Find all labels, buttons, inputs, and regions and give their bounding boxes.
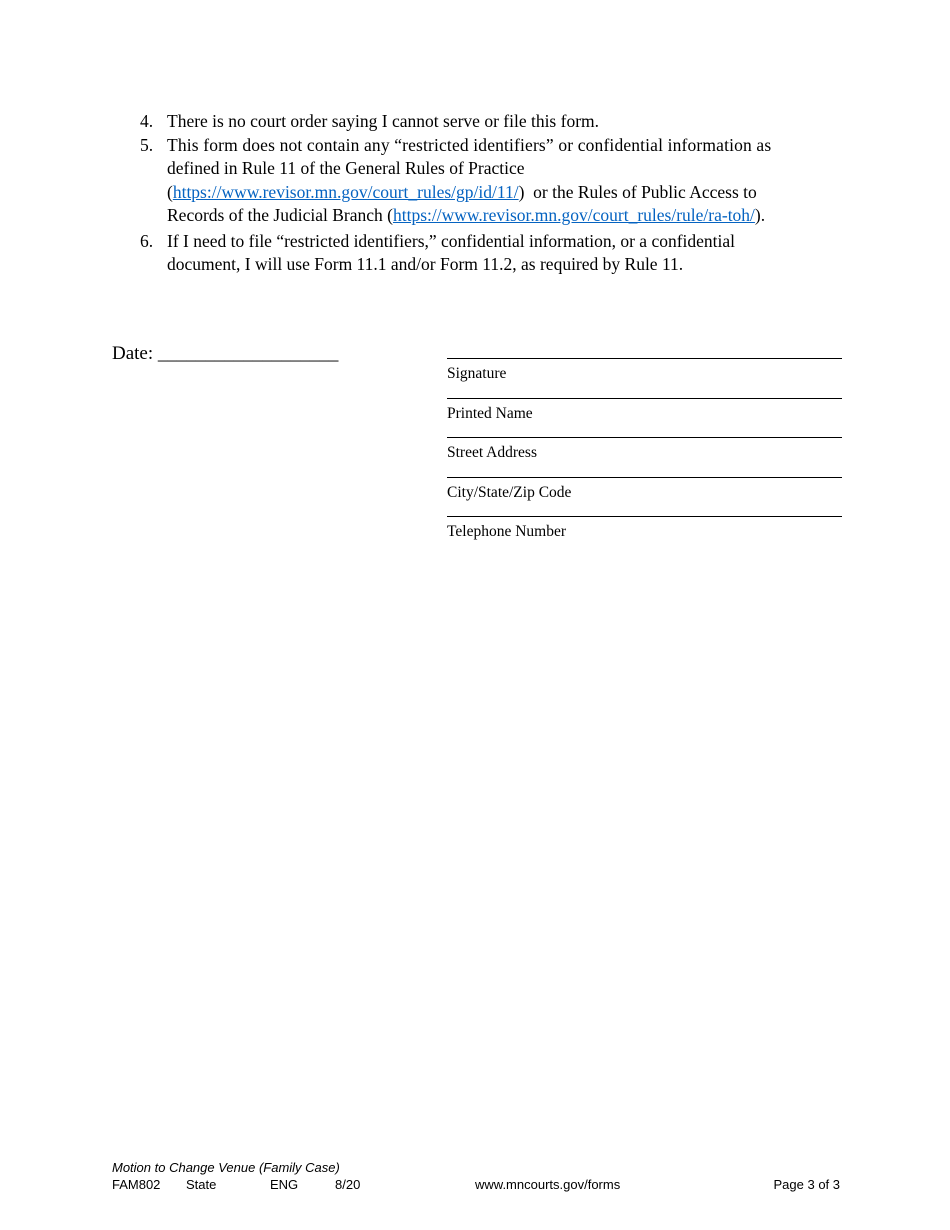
item-text: There is no court order saying I cannot serve or file this form. — [167, 111, 600, 131]
item-text-head: Records of the Judicial Branch ( — [167, 205, 393, 225]
list-item-5 — [140, 134, 820, 228]
statement-list — [140, 110, 820, 277]
item-text-with-link — [167, 204, 820, 228]
paren-open: ( — [167, 181, 173, 202]
telephone-line[interactable] — [447, 501, 842, 541]
page-footer — [112, 1160, 840, 1194]
date-label: Date: — [112, 343, 154, 364]
signature-block — [447, 343, 842, 541]
footer-jurisdiction: State — [186, 1177, 217, 1192]
city-state-zip-label: City/State/Zip Code — [447, 483, 572, 501]
item-number: 6. — [140, 230, 154, 251]
public-access-rules-link[interactable]: https://www.revisor.mn.gov/court_rules/rule/ra-toh/ — [392, 205, 755, 225]
footer-meta — [112, 1177, 840, 1194]
footer-page-indicator: Page 3 of 3 — [773, 1177, 840, 1192]
list-item-4 — [140, 110, 820, 134]
footer-website: www.mncourts.gov/forms — [475, 1177, 621, 1192]
item-text: defined in Rule 11 of the General Rules of Practice — [167, 158, 525, 178]
telephone-rule — [447, 516, 842, 517]
item-text-tail: ) or the Rules of Public Access to — [518, 181, 757, 202]
item-text: This form does not contain any “restricted identifiers” or confidential information as — [167, 134, 772, 155]
list-item-6 — [140, 230, 820, 277]
general-rules-link[interactable]: https://www.revisor.mn.gov/court_rules/gp/id/11/ — [172, 181, 519, 202]
printed-name-line[interactable] — [447, 383, 842, 423]
item-text: document, I will use Form 11.1 and/or Form 11.2, as required by Rule 11. — [167, 254, 684, 274]
signature-rule — [447, 358, 842, 359]
street-address-rule — [447, 437, 842, 438]
city-state-zip-rule — [447, 477, 842, 478]
item-number: 5. — [140, 134, 154, 155]
item-text: If I need to file “restricted identifiers,” confidential information, or a confidential — [167, 230, 736, 251]
city-state-zip-line[interactable] — [447, 462, 842, 502]
telephone-label: Telephone Number — [447, 523, 566, 540]
footer-form-title: Motion to Change Venue (Family Case) — [112, 1160, 340, 1175]
printed-name-rule — [447, 398, 842, 399]
item-number: 4. — [140, 111, 154, 131]
footer-language: ENG — [270, 1177, 299, 1192]
street-address-label: Street Address — [447, 444, 537, 461]
item-text-tail: ). — [754, 205, 766, 225]
date-field — [112, 343, 338, 365]
date-blank[interactable]: ___________________ — [157, 343, 339, 364]
signature-line[interactable] — [447, 343, 842, 383]
footer-form-code: FAM802 — [112, 1177, 161, 1192]
footer-revision-date: 8/20 — [335, 1177, 361, 1192]
street-address-line[interactable] — [447, 422, 842, 462]
signature-label: Signature — [447, 365, 507, 382]
item-text-with-link — [167, 181, 820, 205]
printed-name-label: Printed Name — [447, 404, 533, 422]
